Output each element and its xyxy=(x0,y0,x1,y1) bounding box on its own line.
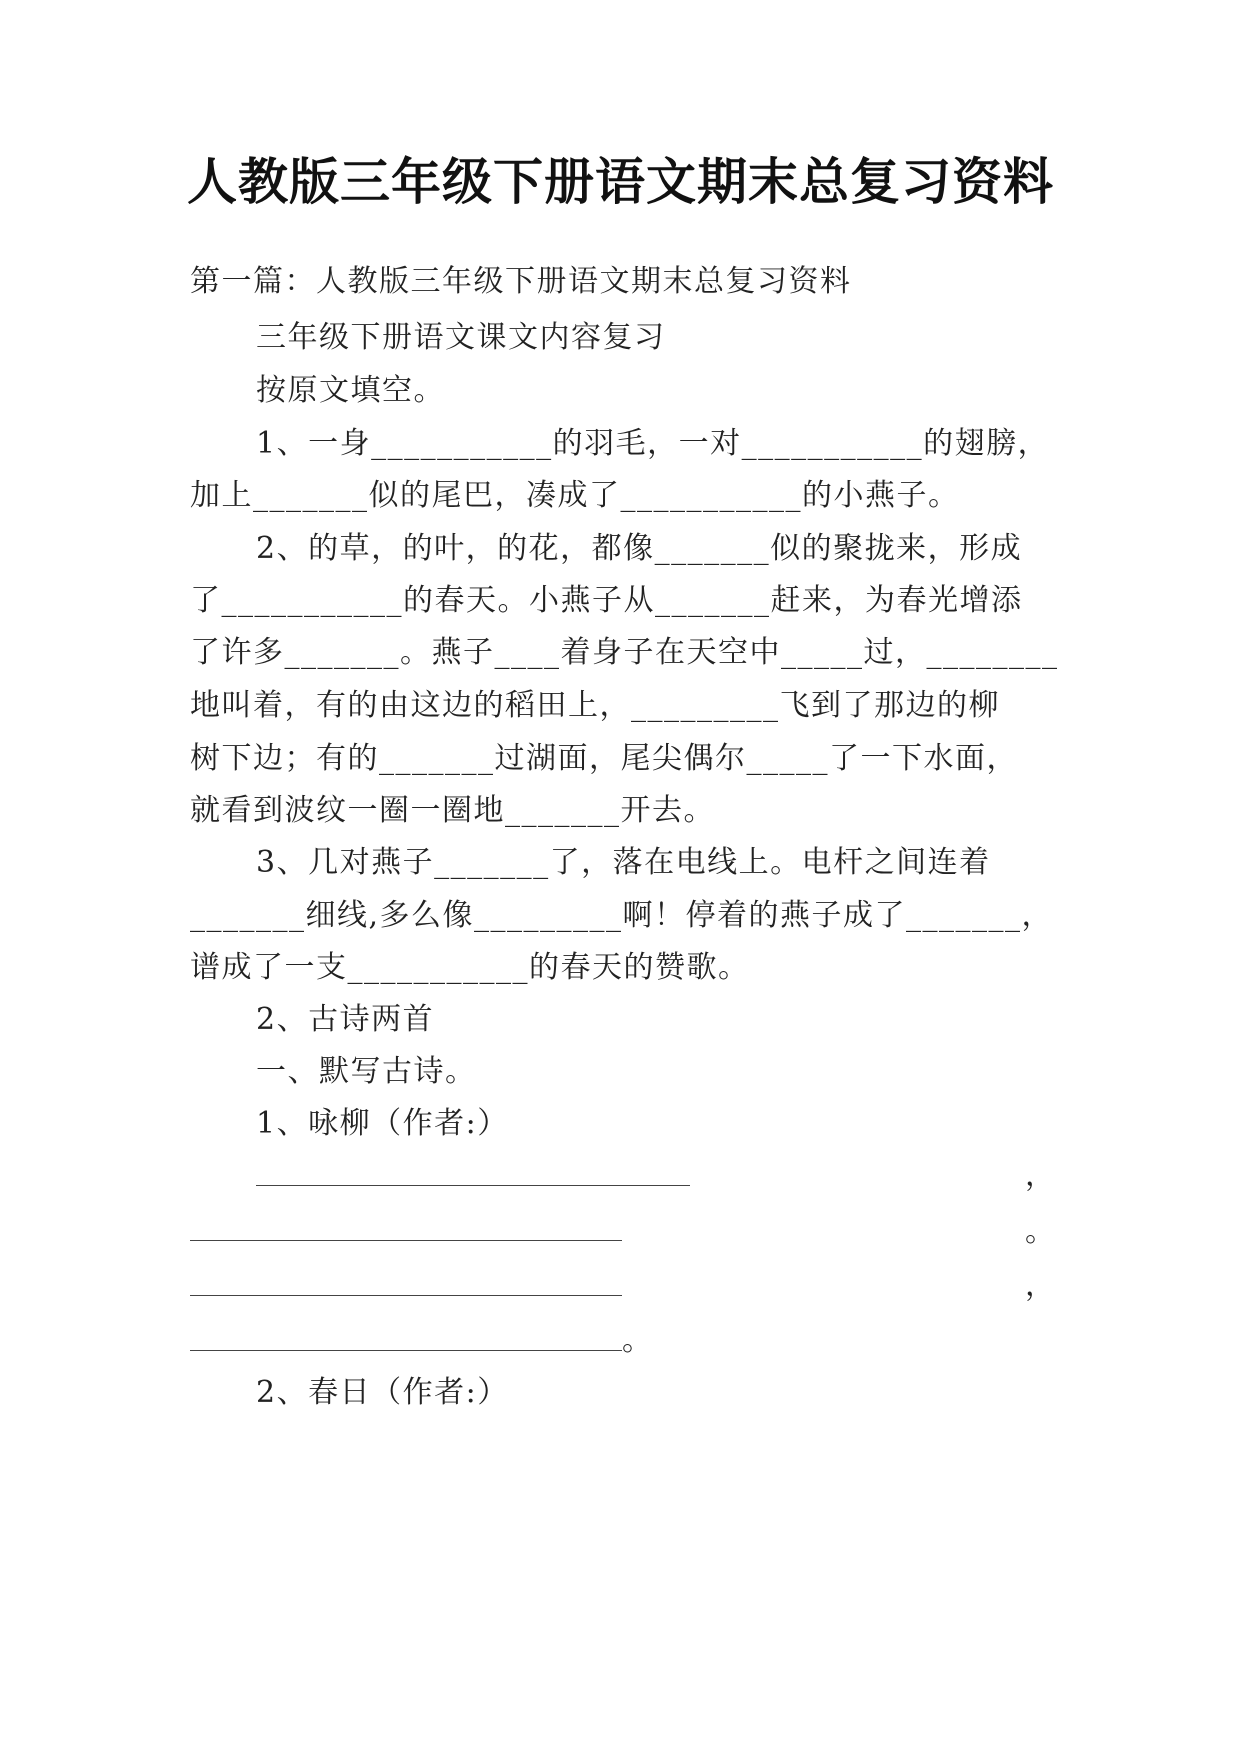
instruction: 按原文填空。 xyxy=(256,373,445,408)
exercise-line: 了___________的春天。小燕子从_______赶来，为春光增添 xyxy=(190,583,1023,618)
exercise-line: 1、一身___________的羽毛，一对___________的翅膀， xyxy=(256,426,1050,461)
exercise-line: _______细线,多么像_________啊！停着的燕子成了_______， xyxy=(190,898,1054,933)
exercise-line: 了许多_______。燕子____着身子在天空中_____过，________ xyxy=(190,635,1059,670)
section-subheading: 一、默写古诗。 xyxy=(256,1054,477,1089)
exercise-line: 就看到波纹一圈一圈地_______开去。 xyxy=(190,793,715,828)
exercise-line: 2、的草，的叶，的花，都像_______似的聚拢来，形成 xyxy=(256,531,1023,566)
poem-punctuation: 。 xyxy=(1025,1214,1055,1249)
poem-punctuation: 。 xyxy=(622,1323,652,1358)
poem-blank-line xyxy=(190,1350,622,1351)
exercise-line: 谱成了一支___________的春天的赞歌。 xyxy=(190,950,750,985)
poem-heading: 1、咏柳（作者:） xyxy=(256,1106,509,1141)
exercise-line: 树下边；有的_______过湖面，尾尖偶尔_____了一下水面， xyxy=(190,741,1018,776)
poem-blank-line xyxy=(190,1295,622,1296)
poem-heading: 2、春日（作者:） xyxy=(256,1375,509,1410)
poem-punctuation: ， xyxy=(1025,1268,1055,1303)
exercise-line: 加上_______似的尾巴，凑成了___________的小燕子。 xyxy=(190,478,960,513)
section-subheading: 2、古诗两首 xyxy=(256,1002,435,1037)
subheading: 三年级下册语文课文内容复习 xyxy=(256,320,666,355)
document-title: 人教版三年级下册语文期末总复习资料 xyxy=(187,152,1054,211)
poem-blank-line xyxy=(256,1185,690,1186)
poem-blank-line xyxy=(190,1240,622,1241)
section-heading: 第一篇：人教版三年级下册语文期末总复习资料 xyxy=(190,264,852,299)
exercise-line: 3、几对燕子_______了，落在电线上。电杆之间连着 xyxy=(256,845,991,880)
exercise-line: 地叫着，有的由这边的稻田上，_________飞到了那边的柳 xyxy=(190,688,1000,723)
poem-punctuation: ， xyxy=(1025,1158,1055,1193)
